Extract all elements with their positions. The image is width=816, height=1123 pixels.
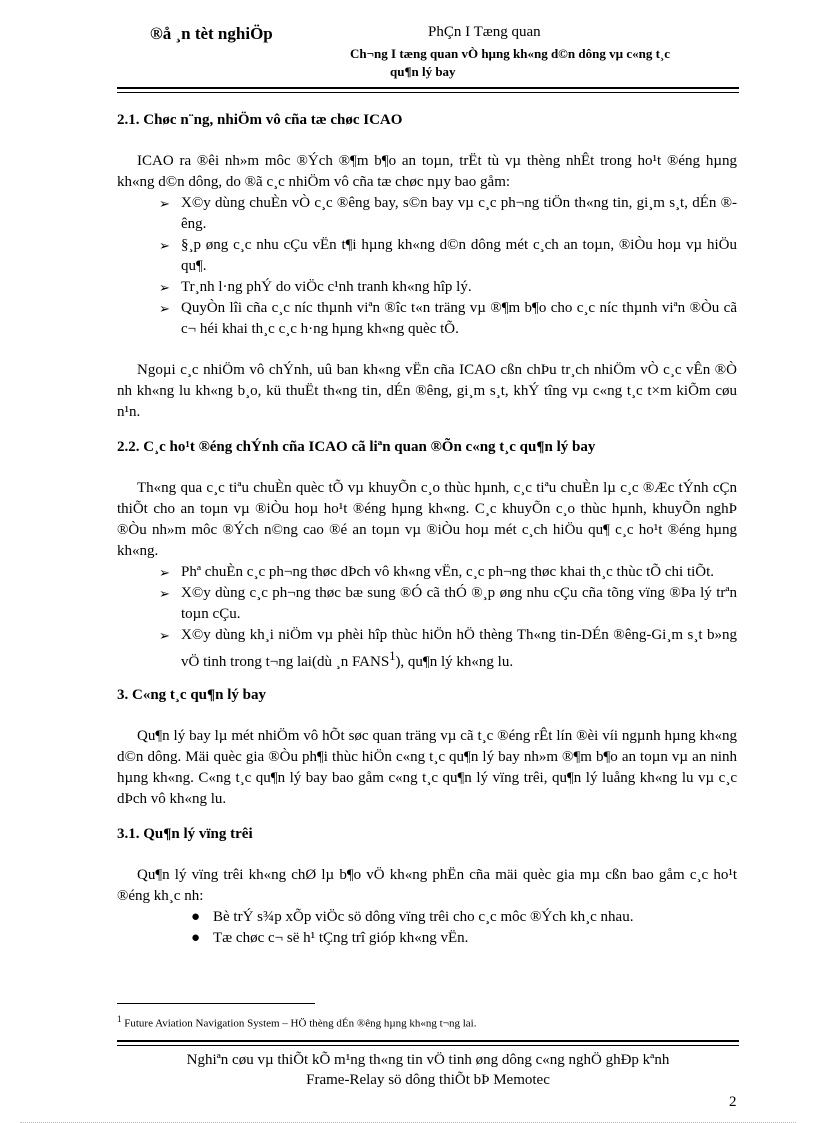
footer-rule-thin [117, 1045, 739, 1046]
list-item-text: §¸p øng c¸c nhu cÇu vËn t¶i hµng kh«ng d©n dông mét c¸ch an toµn, ®iÒu hoµ vµ hiÖu qu¶. [181, 237, 737, 274]
arrow-bullet-icon: ➢ [159, 586, 170, 601]
section-2-1-paragraph: ICAO ra ®êi nh»m môc ®Ých ®¶m b¶o an toµn, trËt tù vµ thèng nhÊt trong ho¹t ®éng hµng kh«ng d©n dông, do ®ã c¸c nhiÖm vô cña tæ chøc nµy bao gåm: [117, 153, 737, 190]
arrow-bullet-icon: ➢ [159, 238, 170, 253]
section-2-1-list [117, 193, 737, 340]
footnote-number: 1 [117, 1014, 122, 1024]
footnote-separator [117, 1003, 315, 1004]
footnote-reference[interactable]: 1 [389, 649, 396, 663]
list-item-text-tail: ), qu¶n lý kh«ng lu. [395, 654, 514, 670]
list-item [159, 583, 737, 625]
footer-line2: Frame-Relay sö dông thiÕt bÞ Memotec [306, 1072, 550, 1088]
list-item [191, 907, 737, 928]
list-item [159, 562, 737, 583]
list-item [159, 193, 737, 235]
section-2-1-paragraph-2: Ngoµi c¸c nhiÖm vô chÝnh, uû ban kh«ng vËn cña ICAO cßn chÞu tr¸ch nhiÖm vÒ c¸c vÊn ®Ò nh kh«ng lu kh«ng b¸o, kü thuËt th«ng tin, dÉn ®êng, gi¸m s¸t, khÝ tîng vµ c«ng t¸c t×m kiÕm cøu n¹n. [117, 362, 737, 420]
header-chapter-line1: Ch¬ng I tæng quan vÒ hµng kh«ng d©n dông vµ c«ng t¸c [350, 46, 671, 61]
section-2-1-heading: 2.1. Chøc n¨ng, nhiÖm vô cña tæ chøc ICAO [117, 112, 403, 128]
list-item [159, 235, 737, 277]
list-item-text: Tæ chøc c¬ së h¹ tÇng trî gióp kh«ng vËn. [213, 930, 469, 946]
footnote-text: Future Aviation Navigation System – HÖ thèng dÉn ®êng hµng kh«ng t¬ng lai. [124, 1017, 477, 1030]
footnote [117, 1014, 476, 1030]
section-3-heading: 3. C«ng t¸c qu¶n lý bay [117, 687, 266, 703]
arrow-bullet-icon: ➢ [159, 196, 170, 211]
list-item-text: Phª chuÈn c¸c ph¬ng thøc dÞch vô kh«ng vËn, c¸c ph¬ng thøc khai th¸c thùc tÕ chi tiÕt. [181, 564, 715, 580]
list-item [159, 625, 737, 673]
header-rule-thick [117, 87, 739, 89]
list-item-text: Tr¸nh l·ng phÝ do viÖc c¹nh tranh kh«ng hîp lý. [181, 279, 472, 295]
footer-line1: Nghiªn cøu vµ thiÕt kÕ m¹ng th«ng tin vÖ tinh øng dông c«ng nghÖ ghÐp kªnh [186, 1052, 670, 1068]
section-3-paragraph: Qu¶n lý bay lµ mét nhiÖm vô hÕt søc quan träng vµ cã t¸c ®éng rÊt lín ®èi víi ngµnh hµng kh«ng d©n dông. Mäi quèc gia ®Òu ph¶i thùc hiÖn c«ng t¸c qu¶n lý bay nh»m ®¶m b¶o an toµn vµ an ninh hµng kh«ng. C«ng t¸c qu¶n lý bay bao gåm c«ng t¸c qu¶n lý vïng trêi, qu¶n lý luång kh«ng lu vµ c¸c dÞch vô kh«ng lu. [117, 728, 737, 807]
section-2-2-paragraph: Th«ng qua c¸c tiªu chuÈn quèc tÕ vµ khuyÕn c¸o thùc hµnh, c¸c tiªu chuÈn lµ c¸c ®Æc tÝnh cÇn thiÕt cho an toµn vµ ®iÒu hoµ ho¹t ®éng hµng kh«ng. C¸c khuyÕn c¸o thùc hµnh, khuyÕn nghÞ ®Òu nh»m môc ®Ých n©ng cao ®é an toµn vµ ®iÒu hoµ mét c¸ch hiÖu qu¶ c¸c ho¹t ®éng hµng kh«ng. [117, 480, 737, 559]
arrow-bullet-icon: ➢ [159, 280, 170, 295]
list-item-text: X©y dùng chuÈn vÒ c¸c ®êng bay, s©n bay vµ c¸c ph¬ng tiÖn th«ng tin, gi¸m s¸t, dÉn ®êng. [181, 195, 737, 232]
header-chapter-line2: qu¶n lý bay [390, 64, 456, 79]
header-part-title: PhÇn I Tæng quan [428, 24, 541, 40]
arrow-bullet-icon: ➢ [159, 301, 170, 316]
section-3-1-paragraph: Qu¶n lý vïng trêi kh«ng chØ lµ b¶o vÖ kh«ng phËn cña mäi quèc gia mµ cßn bao gåm c¸c ho¹t ®éng kh¸c nh: [117, 867, 737, 904]
list-item-text: Bè trÝ s¾p xÕp viÖc sö dông vïng trêi cho c¸c môc ®Ých kh¸c nhau. [213, 909, 634, 925]
arrow-bullet-icon: ➢ [159, 628, 170, 643]
header-rule-thin [117, 92, 739, 93]
section-3-1-heading: 3.1. Qu¶n lý vïng trêi [117, 826, 253, 842]
list-item-text: X©y dùng c¸c ph¬ng thøc bæ sung ®Ó cã thÓ ®¸p øng nhu cÇu cña tõng vïng ®Þa lý trªn toµn cÇu. [181, 585, 737, 622]
section-3-1-list [117, 907, 737, 949]
list-item [159, 277, 737, 298]
section-2-2-heading: 2.2. C¸c ho¹t ®éng chÝnh cña ICAO cã liªn quan ®Õn c«ng t¸c qu¶n lý bay [117, 439, 596, 455]
arrow-bullet-icon: ➢ [159, 565, 170, 580]
page-number: 2 [729, 1094, 737, 1110]
list-item-text: QuyÒn lîi cña c¸c níc thµnh viªn ®îc t«n träng vµ ®¶m b¶o cho c¸c níc thµnh viªn ®Òu cã c¬ héi khai th¸c c¸c h·ng hµng kh«ng quèc tÕ. [181, 300, 737, 337]
section-2-2-list [117, 562, 737, 673]
list-item [191, 928, 737, 949]
list-item-text: X©y dùng kh¸i niÖm vµ phèi hîp thùc hiÖn hÖ thèng Th«ng tin-DÉn ®êng-Gi¸m s¸t b»ng vÖ tinh trong t¬ng lai(dù ¸n FANS [181, 627, 737, 670]
footer-thesis-title [117, 1050, 739, 1090]
dot-bullet-icon: ● [191, 930, 201, 946]
footer-rule-thick [117, 1040, 739, 1042]
page-body [117, 110, 737, 949]
list-item [159, 298, 737, 340]
header-chapter-title [350, 45, 740, 81]
dot-bullet-icon: ● [191, 909, 201, 925]
header-document-title: ®å ¸n tèt nghiÖp [150, 24, 273, 43]
